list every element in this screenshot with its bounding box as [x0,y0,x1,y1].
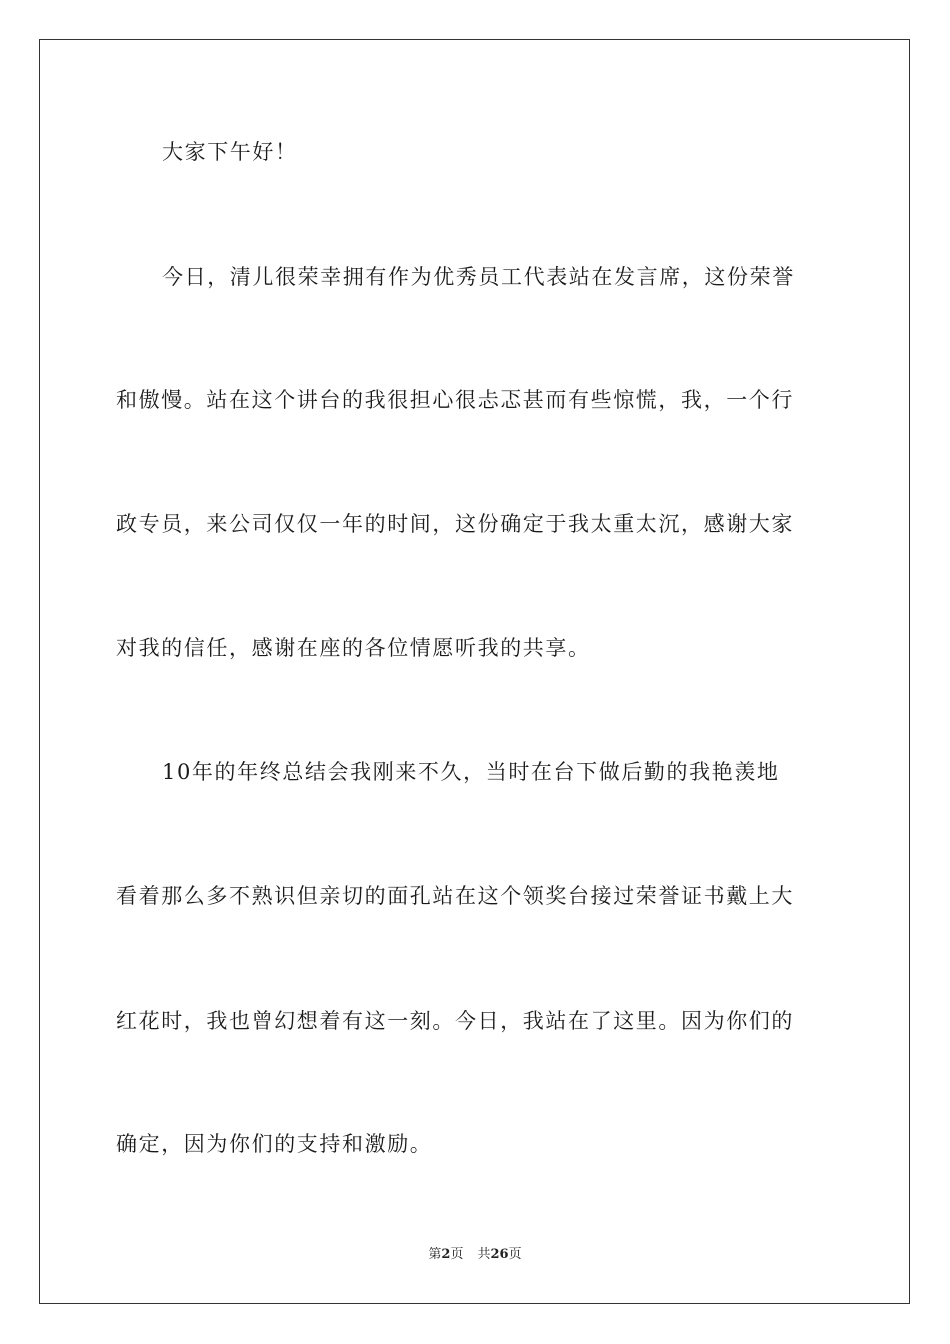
footer-total-pages: 26 [490,1247,509,1262]
footer-total-prefix: 共 [477,1247,491,1262]
page-border [39,39,910,1304]
paragraph-2-line-3: 红花时，我也曾幻想着有这一刻。今日，我站在了这里。因为你们的 [116,1009,794,1033]
paragraph-1-line-4: 对我的信任，感谢在座的各位情愿听我的共享。 [116,636,591,660]
paragraph-2-line-2: 看着那么多不熟识但亲切的面孔站在这个领奖台接过荣誉证书戴上大 [116,884,794,908]
footer-page-number: 2 [441,1247,451,1262]
paragraph-2-line-4: 确定，因为你们的支持和激励。 [116,1132,433,1156]
paragraph-1-line-1: 今日，清儿很荣幸拥有作为优秀员工代表站在发言席，这份荣誉 [162,265,795,289]
footer-total-suffix: 页 [508,1247,522,1262]
paragraph-1-line-3: 政专员，来公司仅仅一年的时间，这份确定于我太重太沉，感谢大家 [116,512,794,536]
page-footer [0,1245,950,1265]
greeting-line: 大家下午好！ [162,140,298,164]
footer-page-prefix: 第 [428,1247,442,1262]
paragraph-1-line-2: 和傲慢。站在这个讲台的我很担心很忐忑甚而有些惊慌，我，一个行 [116,388,794,412]
paragraph-2-line-1: 10年的年终总结会我刚来不久，当时在台下做后勤的我艳羡地 [162,760,780,784]
footer-page-suffix: 页 [450,1247,464,1262]
